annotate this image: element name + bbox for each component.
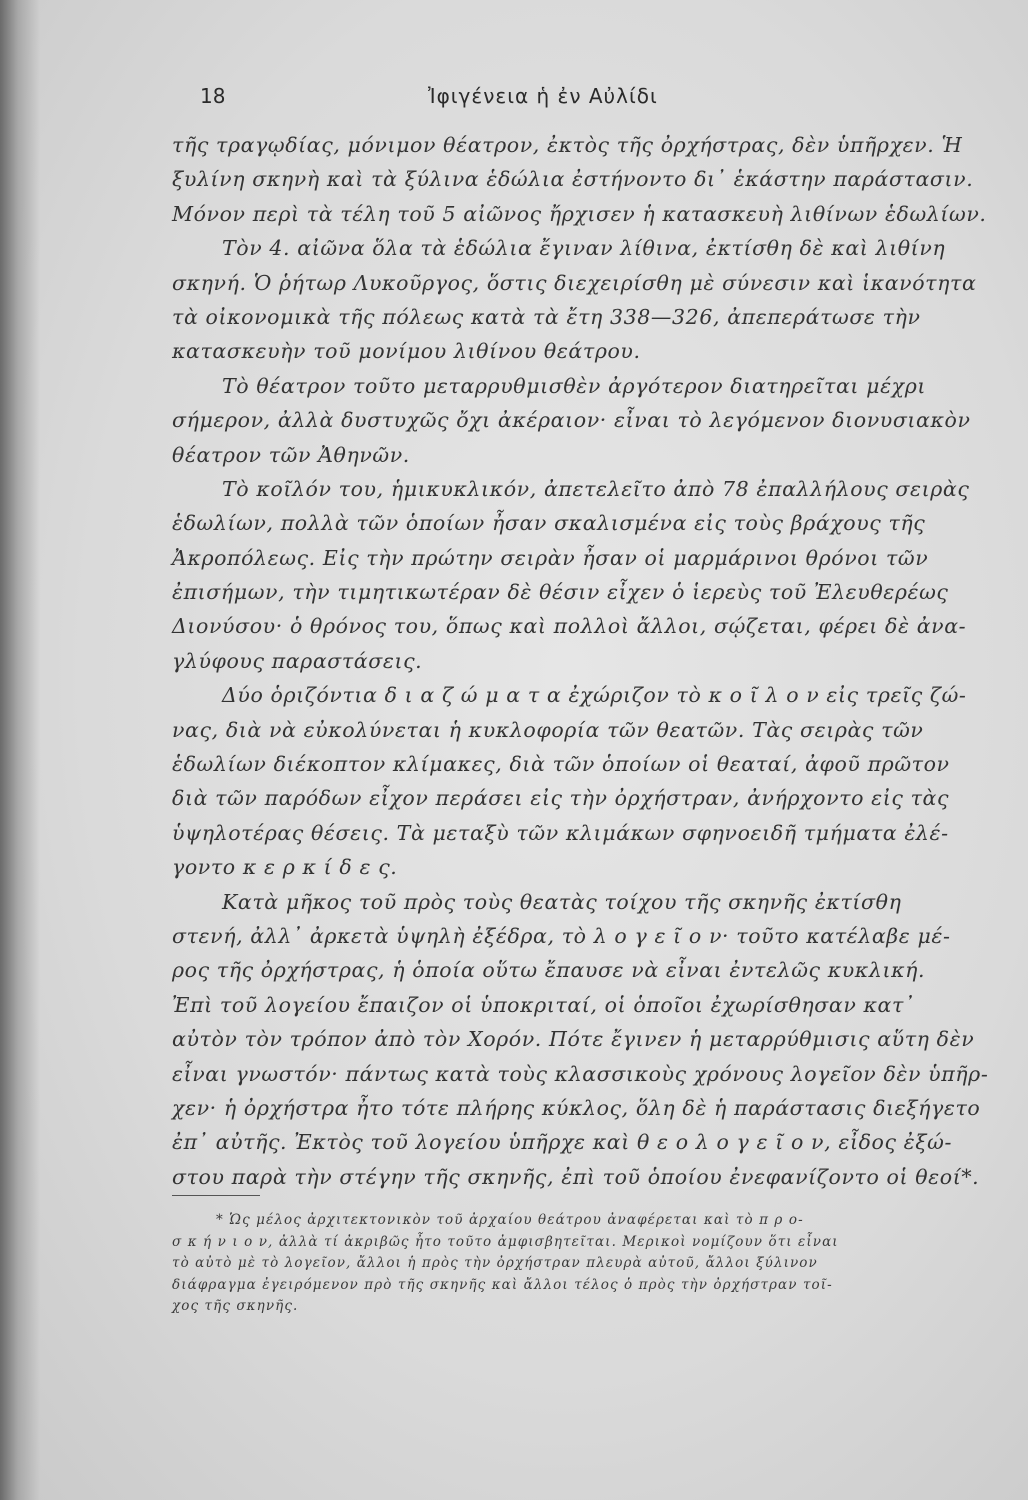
text-line: διὰ τῶν παρόδων εἶχον περάσει εἰς τὴν ὀρχήστραν, ἀνήρχοντο εἰς τὰς (172, 786, 950, 811)
running-head (200, 84, 960, 114)
footnote-line: χος τῆς σκηνῆς. (172, 1298, 299, 1314)
text-line: σκηνή. Ὁ ῥήτωρ Λυκοῦργος, ὅστις διεχειρίσθη μὲ σύνεσιν καὶ ἱκανότητα (172, 270, 977, 295)
text-line: ἐπ᾽ αὐτῆς. Ἐκτὸς τοῦ λογείου ὑπῆρχε καὶ θ ε ο λ ο γ ε ῖ ο ν, εἶδος ἐξώ- (172, 1130, 952, 1155)
footnote-line: * Ὡς μέλος ἀρχιτεκτονικὸν τοῦ ἀρχαίου θεάτρου ἀναφέρεται καὶ τὸ π ρ ο- (216, 1212, 804, 1228)
text-line: γοντο κ ε ρ κ ί δ ε ς. (172, 855, 398, 880)
text-line: ἑδωλίων διέκοπτον κλίμακες, διὰ τῶν ὁποίων οἱ θεαταί, ἀφοῦ πρῶτον (172, 752, 950, 777)
running-title: Ἰφιγένεια ἡ ἐν Αὐλίδι (428, 84, 658, 108)
text-line: χεν· ἡ ὀρχήστρα ἦτο τότε πλήρης κύκλος, ὅλη δὲ ἡ παράστασις διεξήγετο (172, 1095, 981, 1120)
footnote-rule (172, 1195, 260, 1196)
footnote-line: σ κ ή ν ι ο ν, ἀλλὰ τί ἀκριβῶς ἦτο τοῦτο ἀμφισβητεῖται. Μερικοὶ νομίζουν ὅτι εἶναι (172, 1233, 839, 1250)
text-line: Κατὰ μῆκος τοῦ πρὸς τοὺς θεατὰς τοίχου τῆς σκηνῆς ἐκτίσθη (222, 889, 902, 914)
text-line: Διονύσου· ὁ θρόνος του, ὅπως καὶ πολλοὶ ἄλλοι, σῴζεται, φέρει δὲ ἀνα- (172, 614, 967, 639)
text-line: Τὸν 4. αἰῶνα ὅλα τὰ ἑδώλια ἔγιναν λίθινα, ἐκτίσθη δὲ καὶ λιθίνη (222, 236, 946, 261)
text-line: κατασκευὴν τοῦ μονίμου λιθίνου θεάτρου. (172, 339, 641, 364)
text-line: ὑψηλοτέρας θέσεις. Τὰ μεταξὺ τῶν κλιμάκων σφηνοειδῆ τμήματα ἐλέ- (172, 820, 949, 845)
text-line: εἶναι γνωστόν· πάντως κατὰ τοὺς κλασσικοὺς χρόνους λογεῖον δὲν ὑπῆρ- (172, 1061, 989, 1086)
footnote-line: διάφραγμα ἐγειρόμενον πρὸ τῆς σκηνῆς καὶ ἄλλοι τέλος ὁ πρὸς τὴν ὀρχήστραν τοῖ- (172, 1276, 833, 1293)
text-line: στενή, ἀλλ᾽ ἀρκετὰ ὑψηλὴ ἐξέδρα, τὸ λ ο γ ε ῖ ο ν· τοῦτο κατέλαβε μέ- (172, 923, 951, 948)
text-line: Δύο ὁριζόντια δ ι α ζ ώ μ α τ α ἐχώριζον τὸ κ ο ῖ λ ο ν εἰς τρεῖς ζώ- (222, 683, 967, 708)
text-line: ρος τῆς ὀρχήστρας, ἡ ὁποία οὕτω ἔπαυσε νὰ εἶναι ἐντελῶς κυκλική. (172, 958, 926, 983)
text-line: Τὸ κοῖλόν του, ἡμικυκλικόν, ἀπετελεῖτο ἀπὸ 78 ἐπαλλήλους σειρὰς (222, 476, 970, 501)
text-line: Ἀκροπόλεως. Εἰς τὴν πρώτην σειρὰν ἦσαν οἱ μαρμάρινοι θρόνοι τῶν (172, 545, 929, 570)
text-line: ξυλίνη σκηνὴ καὶ τὰ ξύλινα ἑδώλια ἐστήνοντο δι᾽ ἑκάστην παράστασιν. (172, 167, 974, 192)
body-text (172, 128, 989, 1194)
text-line: Τὸ θέατρον τοῦτο μεταρρυθμισθὲν ἀργότερον διατηρεῖται μέχρι (222, 373, 926, 398)
text-line: νας, διὰ νὰ εὐκολύνεται ἡ κυκλοφορία τῶν θεατῶν. Τὰς σειρὰς τῶν (172, 717, 924, 742)
page-number: 18 (200, 84, 226, 108)
text-line: τῆς τραγῳδίας, μόνιμον θέατρον, ἐκτὸς τῆς ὀρχήστρας, δὲν ὑπῆρχεν. Ἡ (172, 133, 963, 157)
footnote (172, 1210, 962, 1318)
text-line: ἐπισήμων, τὴν τιμητικωτέραν δὲ θέσιν εἶχεν ὁ ἱερεὺς τοῦ Ἐλευθερέως (172, 580, 949, 605)
text-line: Ἐπὶ τοῦ λογείου ἔπαιζον οἱ ὑποκριταί, οἱ ὁποῖοι ἐχωρίσθησαν κατ᾽ (172, 992, 915, 1017)
text-line: στου παρὰ τὴν στέγην τῆς σκηνῆς, ἐπὶ τοῦ ὁποίου ἐνεφανίζοντο οἱ θεοί*. (172, 1164, 980, 1189)
text-line: θέατρον τῶν Ἀθηνῶν. (172, 442, 410, 467)
text-line: τὰ οἰκονομικὰ τῆς πόλεως κατὰ τὰ ἔτη 338—326, ἀπεπεράτωσε τὴν (172, 304, 921, 329)
footnote-line: τὸ αὐτὸ μὲ τὸ λογεῖον, ἄλλοι ἡ πρὸς τὴν ὀρχήστραν πλευρὰ αὐτοῦ, ἄλλοι ξύλινον (172, 1255, 818, 1271)
text-line: αὐτὸν τὸν τρόπον ἀπὸ τὸν Χορόν. Πότε ἔγινεν ἡ μεταρρύθμισις αὕτη δὲν (172, 1027, 975, 1052)
text-line: γλύφους παραστάσεις. (172, 648, 423, 673)
text-line: Μόνον περὶ τὰ τέλη τοῦ 5 αἰῶνος ἤρχισεν ἡ κατασκευὴ λιθίνων ἑδωλίων. (172, 201, 987, 226)
spine-shadow (0, 0, 40, 1500)
text-line: σήμερον, ἀλλὰ δυστυχῶς ὄχι ἀκέραιον· εἶναι τὸ λεγόμενον διονυσιακὸν (172, 408, 971, 433)
text-line: ἑδωλίων, πολλὰ τῶν ὁποίων ἦσαν σκαλισμένα εἰς τοὺς βράχους τῆς (172, 511, 926, 536)
